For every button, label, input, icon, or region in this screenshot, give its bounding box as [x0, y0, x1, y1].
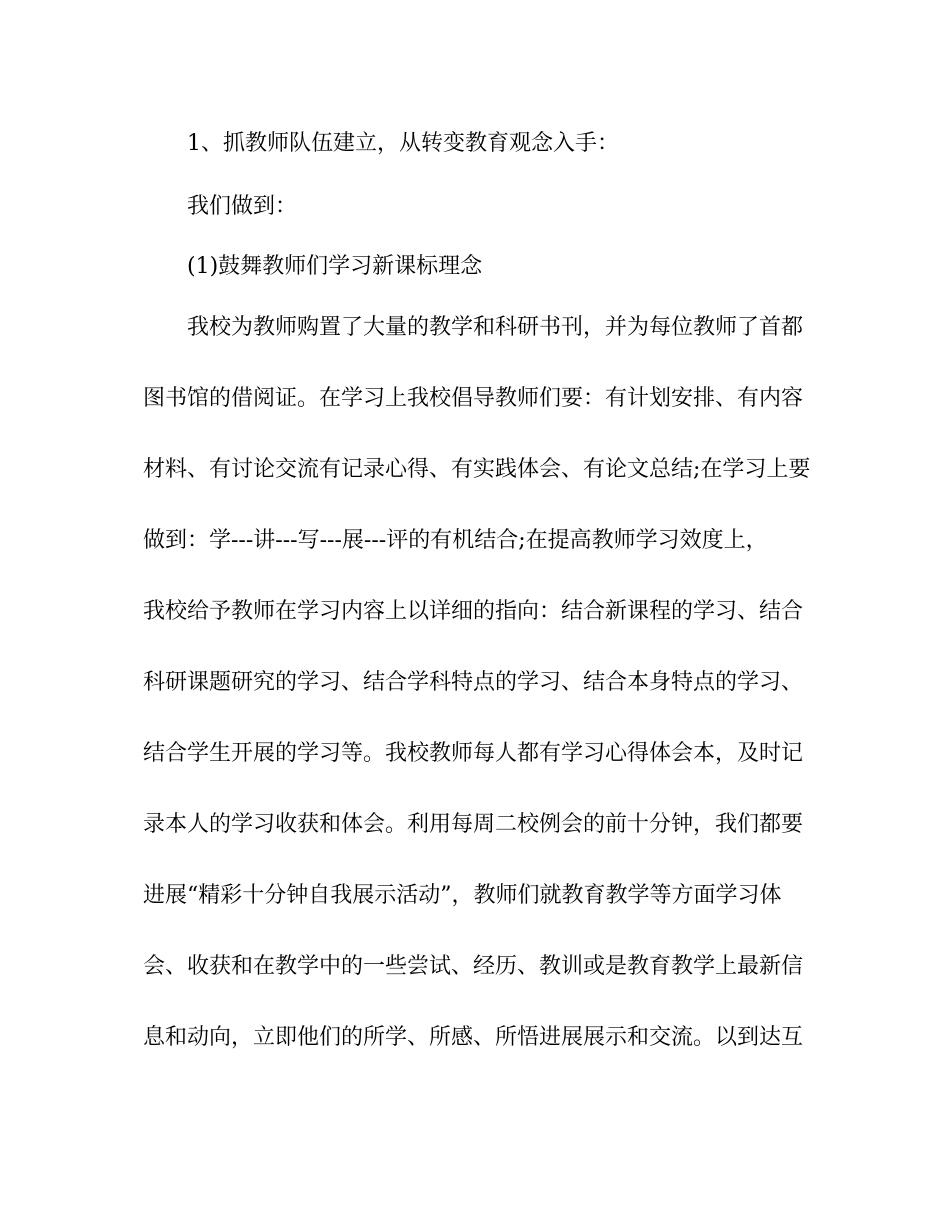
paragraph-line: 息和动向，立即他们的所学、所感、所悟进展展示和交流。以到达互 — [143, 1025, 804, 1050]
subsection-heading: (1)鼓舞教师们学习新课标理念 — [187, 254, 483, 279]
paragraph-line: 进展“精彩十分钟自我展示活动”，教师们就教育教学等方面学习体 — [143, 883, 782, 908]
paragraph-line: 结合学生开展的学习等。我校教师每人都有学习心得体会本，及时记 — [143, 741, 804, 766]
paragraph-line: 我们做到： — [187, 194, 298, 219]
paragraph-line: 材料、有讨论交流有记录心得、有实践体会、有论文总结;在学习上要 — [143, 457, 811, 482]
paragraph-line: 图书馆的借阅证。在学习上我校倡导教师们要：有计划安排、有内容 — [143, 386, 804, 411]
section-heading: 1、抓教师队伍建立，从转变教育观念入手： — [187, 131, 619, 156]
paragraph-line: 科研课题研究的学习、结合学科特点的学习、结合本身特点的学习、 — [143, 670, 804, 695]
paragraph-line: 录本人的学习收获和体会。利用每周二校例会的前十分钟，我们都要 — [143, 812, 804, 837]
paragraph-line: 做到：学---讲---写---展---评的有机结合;在提高教师学习效度上， — [143, 528, 768, 553]
paragraph-line: 会、收获和在教学中的一些尝试、经历、教训或是教育教学上最新信 — [143, 954, 804, 979]
paragraph-line: 我校为教师购置了大量的教学和科研书刊，并为每位教师了首都 — [187, 315, 804, 340]
paragraph-line: 我校给予教师在学习内容上以详细的指向：结合新课程的学习、结合 — [143, 599, 804, 624]
